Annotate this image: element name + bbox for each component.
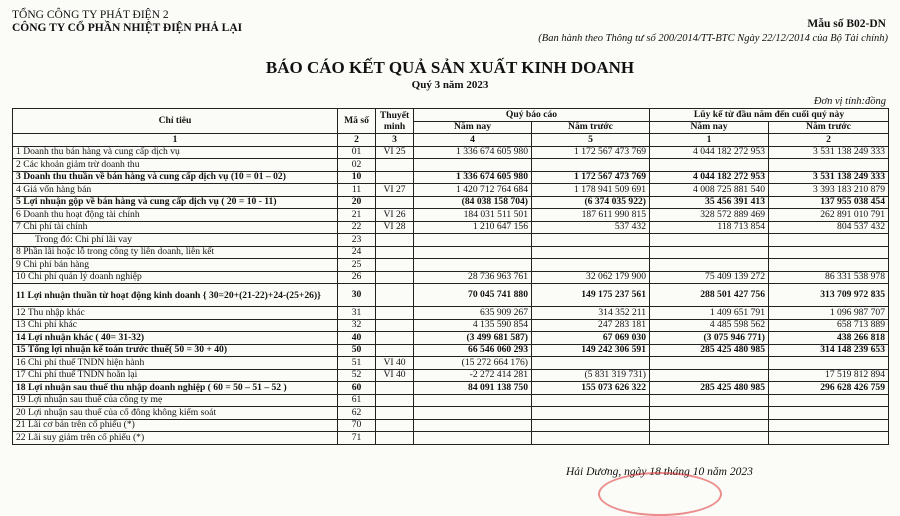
quarter-this-year (414, 407, 532, 420)
quarter-this-year (414, 432, 532, 445)
ytd-this-year: (3 075 946 771) (650, 332, 769, 345)
table-row (13, 319, 889, 332)
quarter-last-year: 149 175 237 561 (532, 284, 650, 307)
ytd-this-year: 1 409 651 791 (650, 307, 769, 320)
header-code: Mã số (338, 109, 376, 134)
ytd-this-year (650, 419, 769, 432)
quarter-last-year: 187 611 990 815 (532, 209, 650, 222)
table-row (13, 369, 889, 382)
quarter-last-year (532, 357, 650, 370)
row-label: 19 Lợi nhuận sau thuế của công ty mẹ (13, 394, 338, 407)
ytd-last-year (769, 159, 889, 172)
quarter-last-year (532, 259, 650, 272)
row-note: VI 40 (376, 369, 414, 382)
company-name: CÔNG TY CỔ PHẦN NHIỆT ĐIỆN PHẢ LẠI (12, 22, 243, 34)
row-note (376, 196, 414, 209)
quarter-last-year (532, 234, 650, 247)
table-row (13, 357, 889, 370)
quarter-this-year: 1 210 647 156 (414, 221, 532, 234)
row-label: 10 Chi phí quản lý doanh nghiệp (13, 271, 338, 284)
ytd-this-year: 35 456 391 413 (650, 196, 769, 209)
row-label: 14 Lợi nhuận khác ( 40= 31-32) (13, 332, 338, 345)
row-code: 70 (338, 419, 376, 432)
row-label: 22 Lãi suy giảm trên cổ phiếu (*) (13, 432, 338, 445)
col-number: 1 (13, 134, 338, 147)
report-title: BÁO CÁO KẾT QUẢ SẢN XUẤT KINH DOANH (265, 58, 635, 77)
row-label: 1 Doanh thu bán hàng và cung cấp dịch vụ (13, 146, 338, 159)
row-label: 16 Chi phí thuế TNDN hiện hành (13, 357, 338, 370)
quarter-last-year: (6 374 035 922) (532, 196, 650, 209)
table-row (13, 209, 889, 222)
ytd-this-year: 4 008 725 881 540 (650, 184, 769, 197)
quarter-this-year (414, 159, 532, 172)
row-code: 26 (338, 271, 376, 284)
quarter-this-year: 70 045 741 880 (414, 284, 532, 307)
ytd-last-year (769, 234, 889, 247)
row-label: 20 Lợi nhuận sau thuế của cổ đông không kiểm soát (13, 407, 338, 420)
table-row (13, 407, 889, 420)
quarter-this-year: 1 336 674 605 980 (414, 171, 532, 184)
circular-reference: (Ban hành theo Thông tư số 200/2014/TT-BTC Ngày 22/12/2014 của Bộ Tài chính) (538, 33, 888, 44)
row-code: 22 (338, 221, 376, 234)
table-row (13, 432, 889, 445)
row-note: VI 26 (376, 209, 414, 222)
row-label: 11 Lợi nhuận thuần từ hoạt động kinh doanh { 30=20+(21-22)+24-(25+26)} (13, 284, 338, 307)
row-code: 02 (338, 159, 376, 172)
col-number: 5 (532, 134, 650, 147)
row-label: 3 Doanh thu thuần về bán hàng và cung cấp dịch vụ (10 = 01 – 02) (13, 171, 338, 184)
row-code: 60 (338, 382, 376, 395)
row-code: 01 (338, 146, 376, 159)
row-note (376, 319, 414, 332)
place-date: Hải Dương, ngày 18 tháng 10 năm 2023 (566, 466, 753, 478)
quarter-this-year (414, 246, 532, 259)
quarter-this-year: (84 038 158 704) (414, 196, 532, 209)
row-code: 50 (338, 344, 376, 357)
quarter-last-year: 537 432 (532, 221, 650, 234)
company-stamp (598, 472, 722, 516)
row-note: VI 28 (376, 221, 414, 234)
quarter-last-year: 1 172 567 473 769 (532, 146, 650, 159)
row-label: 6 Doanh thu hoạt động tài chính (13, 209, 338, 222)
row-note (376, 246, 414, 259)
header-indicator: Chỉ tiêu (13, 109, 338, 134)
ytd-this-year (650, 159, 769, 172)
row-note (376, 394, 414, 407)
quarter-last-year (532, 419, 650, 432)
header-q-last-year: Năm trước (532, 121, 650, 134)
row-label: Trong đó: Chi phí lãi vay (13, 234, 338, 247)
ytd-last-year: 137 955 038 454 (769, 196, 889, 209)
quarter-last-year: 149 242 306 591 (532, 344, 650, 357)
row-label: 18 Lợi nhuận sau thuế thu nhập doanh nghiệp ( 60 = 50 – 51 – 52 ) (13, 382, 338, 395)
table-row (13, 146, 889, 159)
quarter-last-year: (5 831 319 731) (532, 369, 650, 382)
table-row (13, 382, 889, 395)
quarter-this-year: 84 091 138 750 (414, 382, 532, 395)
quarter-this-year: (3 499 681 587) (414, 332, 532, 345)
col-number: 4 (414, 134, 532, 147)
row-code: 21 (338, 209, 376, 222)
ytd-this-year: 4 044 182 272 953 (650, 171, 769, 184)
row-code: 40 (338, 332, 376, 345)
row-code: 20 (338, 196, 376, 209)
table-row (13, 284, 889, 307)
ytd-last-year: 1 096 987 707 (769, 307, 889, 320)
row-note: VI 40 (376, 357, 414, 370)
quarter-this-year: (15 272 664 176) (414, 357, 532, 370)
row-note (376, 419, 414, 432)
header-q-this-year: Năm nay (414, 121, 532, 134)
quarter-last-year: 1 172 567 473 769 (532, 171, 650, 184)
table-row (13, 196, 889, 209)
row-label: 13 Chi phí khác (13, 319, 338, 332)
quarter-this-year (414, 419, 532, 432)
ytd-last-year (769, 246, 889, 259)
ytd-last-year: 296 628 426 759 (769, 382, 889, 395)
ytd-this-year (650, 357, 769, 370)
ytd-this-year: 118 713 854 (650, 221, 769, 234)
row-code: 23 (338, 234, 376, 247)
header-y-last-year: Năm trước (769, 121, 889, 134)
row-code: 62 (338, 407, 376, 420)
quarter-last-year: 32 062 179 900 (532, 271, 650, 284)
quarter-this-year: 1 420 712 764 684 (414, 184, 532, 197)
report-period: Quý 3 năm 2023 (411, 79, 489, 91)
row-code: 52 (338, 369, 376, 382)
ytd-last-year (769, 394, 889, 407)
ytd-last-year: 438 266 818 (769, 332, 889, 345)
table-row (13, 184, 889, 197)
row-note: VI 27 (376, 184, 414, 197)
quarter-this-year (414, 394, 532, 407)
row-note (376, 332, 414, 345)
ytd-last-year: 313 709 972 835 (769, 284, 889, 307)
table-row (13, 159, 889, 172)
ytd-last-year: 262 891 010 791 (769, 209, 889, 222)
ytd-this-year (650, 394, 769, 407)
row-code: 61 (338, 394, 376, 407)
ytd-last-year: 86 331 538 978 (769, 271, 889, 284)
table-row (13, 259, 889, 272)
row-note (376, 432, 414, 445)
row-note (376, 159, 414, 172)
ytd-last-year: 3 531 138 249 333 (769, 171, 889, 184)
quarter-this-year: -2 272 414 281 (414, 369, 532, 382)
quarter-last-year (532, 432, 650, 445)
header-ytd: Lũy kế từ đầu năm đến cuối quý này (650, 109, 889, 122)
quarter-this-year: 1 336 674 605 980 (414, 146, 532, 159)
ytd-last-year: 658 713 889 (769, 319, 889, 332)
row-note (376, 259, 414, 272)
ytd-last-year (769, 259, 889, 272)
ytd-this-year: 288 501 427 756 (650, 284, 769, 307)
col-number: 1 (650, 134, 769, 147)
ytd-this-year (650, 407, 769, 420)
quarter-last-year (532, 159, 650, 172)
ytd-this-year: 328 572 889 469 (650, 209, 769, 222)
ytd-last-year: 3 393 183 210 879 (769, 184, 889, 197)
col-number: 3 (376, 134, 414, 147)
header-y-this-year: Năm nay (650, 121, 769, 134)
quarter-this-year: 4 135 590 854 (414, 319, 532, 332)
row-note (376, 171, 414, 184)
table-row (13, 246, 889, 259)
ytd-last-year (769, 407, 889, 420)
row-note: VI 25 (376, 146, 414, 159)
row-label: 17 Chi phí thuế TNDN hoãn lại (13, 369, 338, 382)
table-row (13, 234, 889, 247)
ytd-this-year (650, 234, 769, 247)
ytd-last-year (769, 419, 889, 432)
col-number: 2 (769, 134, 889, 147)
quarter-last-year (532, 246, 650, 259)
quarter-last-year (532, 394, 650, 407)
table-row (13, 221, 889, 234)
company-parent: TỔNG CÔNG TY PHÁT ĐIỆN 2 (12, 9, 169, 21)
ytd-this-year (650, 246, 769, 259)
quarter-this-year: 66 546 060 293 (414, 344, 532, 357)
header-quarter: Quý báo cáo (414, 109, 650, 122)
currency-unit: Đơn vị tính:đồng (813, 96, 886, 107)
quarter-last-year: 67 069 030 (532, 332, 650, 345)
table-row (13, 307, 889, 320)
row-note (376, 382, 414, 395)
ytd-this-year (650, 259, 769, 272)
ytd-this-year: 285 425 480 985 (650, 344, 769, 357)
table-row (13, 171, 889, 184)
row-code: 24 (338, 246, 376, 259)
quarter-last-year: 314 352 211 (532, 307, 650, 320)
ytd-this-year: 285 425 480 985 (650, 382, 769, 395)
ytd-last-year: 314 148 239 653 (769, 344, 889, 357)
table-row (13, 419, 889, 432)
row-code: 31 (338, 307, 376, 320)
row-code: 51 (338, 357, 376, 370)
table-row (13, 344, 889, 357)
ytd-last-year (769, 432, 889, 445)
col-number: 2 (338, 134, 376, 147)
row-note (376, 271, 414, 284)
form-number: Mẫu số B02-DN (807, 18, 886, 30)
row-note (376, 284, 414, 307)
quarter-this-year: 635 909 267 (414, 307, 532, 320)
quarter-last-year: 247 283 181 (532, 319, 650, 332)
ytd-last-year: 804 537 432 (769, 221, 889, 234)
quarter-this-year: 28 736 963 761 (414, 271, 532, 284)
quarter-this-year (414, 259, 532, 272)
row-label: 15 Tổng lợi nhuận kế toán trước thuế( 50 = 30 + 40) (13, 344, 338, 357)
quarter-last-year: 1 178 941 509 691 (532, 184, 650, 197)
row-label: 8 Phần lãi hoặc lỗ trong công ty liên doanh, liên kết (13, 246, 338, 259)
row-label: 12 Thu nhập khác (13, 307, 338, 320)
row-label: 7 Chi phí tài chính (13, 221, 338, 234)
quarter-last-year: 155 073 626 322 (532, 382, 650, 395)
row-code: 71 (338, 432, 376, 445)
table-row (13, 332, 889, 345)
table-row (13, 394, 889, 407)
row-note (376, 307, 414, 320)
row-code: 10 (338, 171, 376, 184)
header-note: Thuyết minh (376, 109, 414, 134)
row-code: 11 (338, 184, 376, 197)
ytd-this-year: 75 409 139 272 (650, 271, 769, 284)
row-note (376, 234, 414, 247)
row-label: 21 Lãi cơ bản trên cổ phiếu (*) (13, 419, 338, 432)
row-note (376, 344, 414, 357)
row-code: 30 (338, 284, 376, 307)
ytd-last-year (769, 357, 889, 370)
row-label: 2 Các khoản giảm trừ doanh thu (13, 159, 338, 172)
ytd-this-year (650, 369, 769, 382)
row-code: 32 (338, 319, 376, 332)
income-statement-table (12, 108, 889, 445)
ytd-this-year (650, 432, 769, 445)
quarter-last-year (532, 407, 650, 420)
ytd-last-year: 17 519 812 894 (769, 369, 889, 382)
row-code: 25 (338, 259, 376, 272)
ytd-last-year: 3 531 138 249 333 (769, 146, 889, 159)
quarter-this-year: 184 031 511 501 (414, 209, 532, 222)
row-label: 4 Giá vốn hàng bán (13, 184, 338, 197)
quarter-this-year (414, 234, 532, 247)
ytd-this-year: 4 044 182 272 953 (650, 146, 769, 159)
row-label: 5 Lợi nhuận gộp về bán hàng và cung cấp dịch vụ ( 20 = 10 - 11) (13, 196, 338, 209)
table-row (13, 271, 889, 284)
ytd-this-year: 4 485 598 562 (650, 319, 769, 332)
row-label: 9 Chi phí bán hàng (13, 259, 338, 272)
row-note (376, 407, 414, 420)
